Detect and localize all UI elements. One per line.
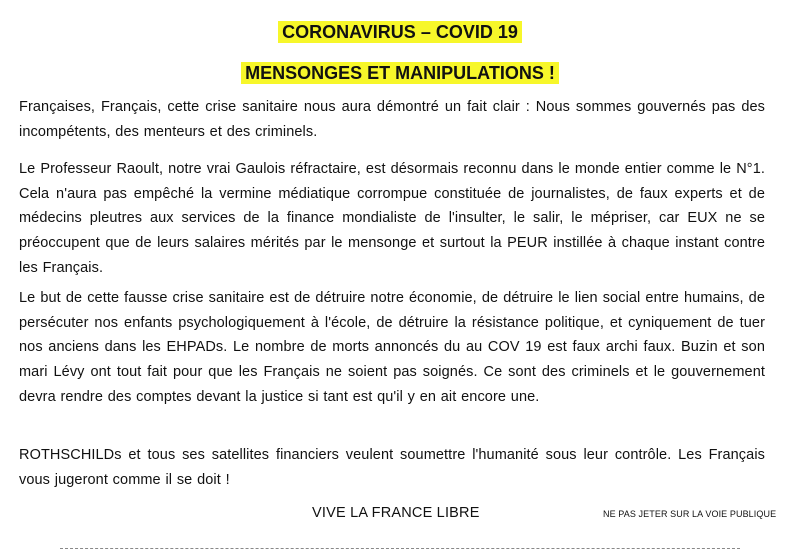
bottom-divider xyxy=(60,548,740,549)
document-subtitle-text: MENSONGES ET MANIPULATIONS ! xyxy=(241,62,559,84)
document-title xyxy=(0,21,800,43)
document-title-text: CORONAVIRUS – COVID 19 xyxy=(278,21,522,43)
paragraph-intro: Françaises, Français, cette crise sanitaire nous aura démontré un fait clair : Nous sommes gouvernés pas des incompétents, des menteurs et des criminels. xyxy=(19,99,765,140)
paragraph-crisis: Le but de cette fausse crise sanitaire est de détruire notre économie, de détruire le lien social entre humains, de persécuter nos enfants psychologiquement à l'école, de détruire la résistance politique, et cyniquement de tuer nos anciens dans les EHPADs. Le nombre de morts annoncés du au COV 19 est faux archi faux. Buzin et son mari Lévy ont tout fait pour que les Français ne soient pas soignés. Ce sont des criminels et le gouvernement devra rendre des comptes devant la justice si tant est qu'il y en ait encore une. xyxy=(19,290,765,405)
closing-slogan: VIVE LA FRANCE LIBRE xyxy=(312,505,480,521)
paragraph-raoult: Le Professeur Raoult, notre vrai Gaulois réfractaire, est désormais reconnu dans le monde entier comme le N°1. Cela n'aura pas empêché la vermine médiatique corrompue constituée de journalistes, de faux experts et de médecins pleutres aux services de la finance mondialiste de l'insulter, le salir, le mépriser, car EUX ne se préoccupent que de leurs salaires mérités par le mensonge et surtout la PEUR instillée à chaque instant contre les Français. xyxy=(19,161,765,276)
document-subtitle xyxy=(0,62,800,84)
disposal-notice: NE PAS JETER SUR LA VOIE PUBLIQUE xyxy=(603,509,777,519)
paragraph-conclusion: ROTHSCHILDs et tous ses satellites financiers veulent soumettre l'humanité sous leur contrôle. Les Français vous jugeront comme il se doit ! xyxy=(19,447,765,488)
